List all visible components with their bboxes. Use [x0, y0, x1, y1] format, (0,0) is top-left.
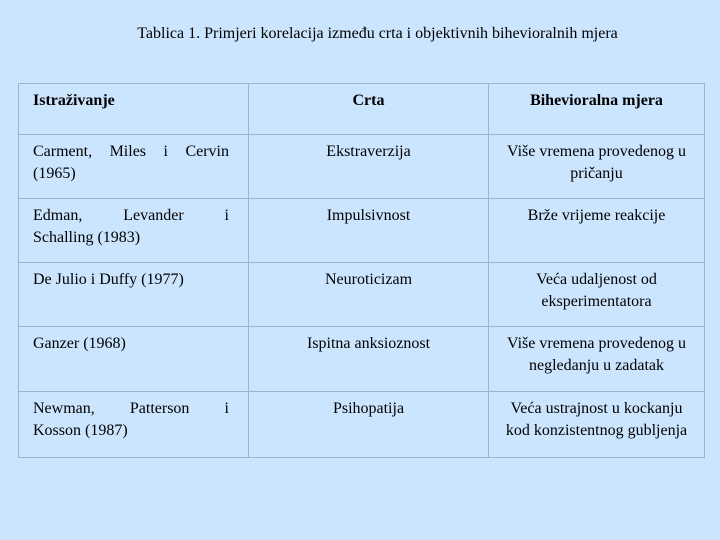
study-line-1: Newman, Patterson i [33, 400, 229, 417]
study-line-1: Ganzer (1968) [33, 335, 126, 352]
measure-cell: Brže vrijeme reakcije [489, 199, 705, 263]
correlation-table [18, 83, 705, 458]
header-study: Istraživanje [19, 84, 249, 135]
study-line-2: (1965) [33, 165, 76, 182]
table-row [19, 392, 705, 458]
table-caption: Tablica 1. Primjeri korelacija između crta i objektivnih bihevioralnih mjera [137, 25, 618, 42]
table-row [19, 327, 705, 392]
header-trait: Crta [249, 84, 489, 135]
measure-cell: Veća udaljenost od eksperimentatora [489, 263, 705, 327]
study-cell [19, 263, 249, 327]
trait-cell: Psihopatija [249, 392, 489, 458]
study-cell [19, 135, 249, 199]
table-row [19, 135, 705, 199]
trait-cell: Ispitna anksioznost [249, 327, 489, 392]
study-line-1: Edman, Levander i [33, 207, 229, 224]
study-cell [19, 327, 249, 392]
table-row [19, 199, 705, 263]
study-cell [19, 392, 249, 458]
table-row [19, 263, 705, 327]
table-header-row [19, 84, 705, 135]
study-line-1: De Julio i Duffy (1977) [33, 271, 184, 288]
measure-cell: Veća ustrajnost u kockanju kod konzistentnog gubljenja [489, 392, 705, 458]
study-line-1: Carment, Miles i Cervin [33, 143, 229, 160]
study-cell [19, 199, 249, 263]
trait-cell: Impulsivnost [249, 199, 489, 263]
trait-cell: Neuroticizam [249, 263, 489, 327]
study-line-2: Schalling (1983) [33, 229, 141, 246]
study-line-2: Kosson (1987) [33, 422, 128, 439]
trait-cell: Ekstraverzija [249, 135, 489, 199]
measure-cell: Više vremena provedenog u negledanju u zadatak [489, 327, 705, 392]
header-measure: Bihevioralna mjera [489, 84, 705, 135]
measure-cell: Više vremena provedenog u pričanju [489, 135, 705, 199]
